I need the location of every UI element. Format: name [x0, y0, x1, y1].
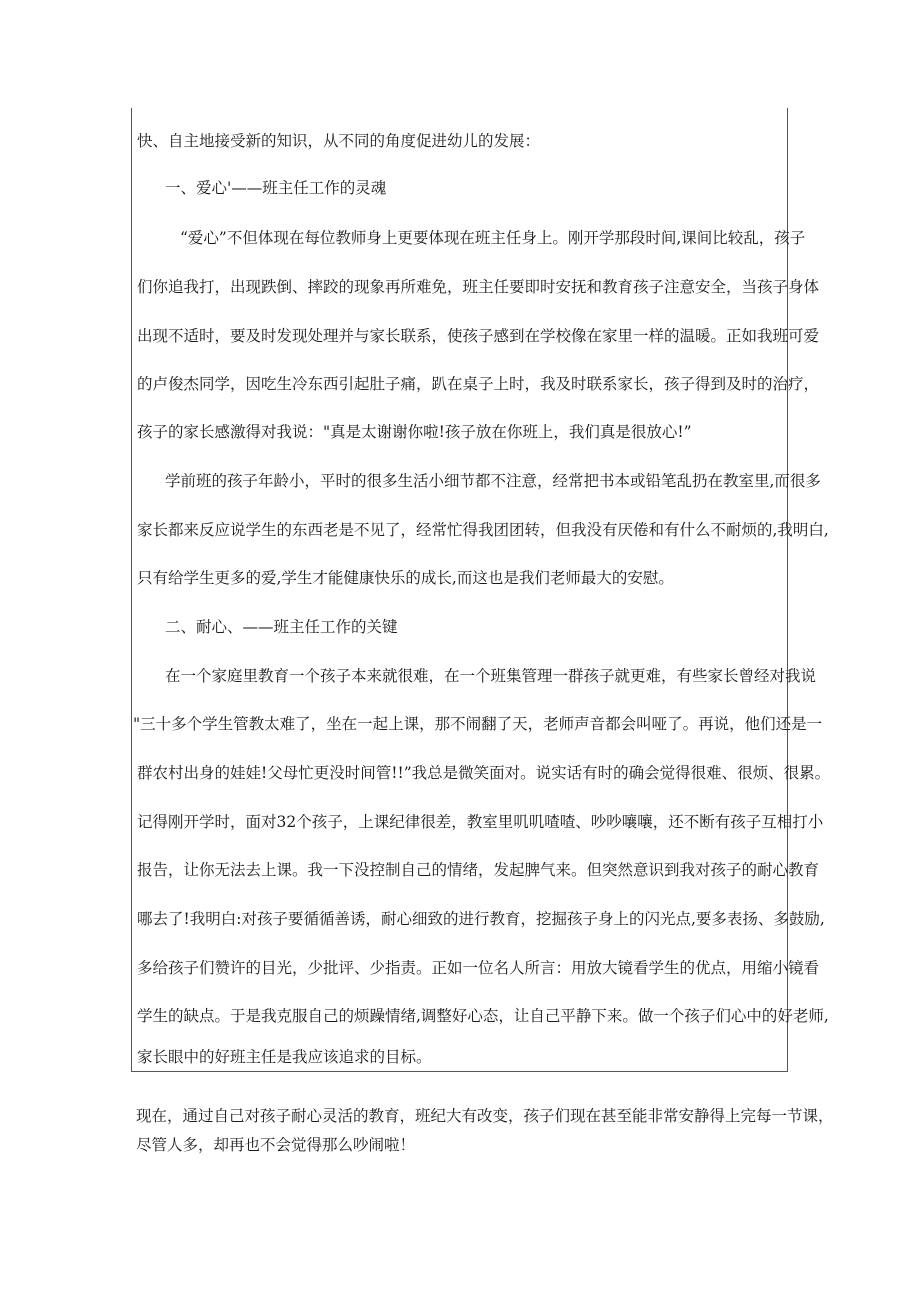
section1-para1-line: 的卢俊杰同学，因吃生冷东西引起肚子痛，趴在桌子上时，我及时联系家长，孩子得到及时的治疗，: [137, 375, 820, 393]
section2-para-line: 报告，让你无法去上课。我一下没控制自己的情绪，发起脾气来。但突然意识到我对孩子的耐心教育: [137, 861, 820, 879]
section2-heading: 二、耐心、——班主任工作的关键: [165, 618, 398, 636]
section1-para2-line: 学前班的孩子年龄小，平时的很多生活小细节都不注意，经常把书本或铅笔乱扔在教室里,而很多: [165, 472, 821, 490]
after-box-line: 现在，通过自己对孩子耐心灵活的教育，班纪大有改变，孩子们现在甚至能非常安静得上完每一节课，: [136, 1107, 834, 1125]
section1-para1-line: “爱心”不但体现在每位教师身上更要体现在班主任身上。刚开学那段时间,课间比较乱，孩子: [180, 229, 806, 247]
section2-para-line: 群农村出身的娃娃!父母忙更没时间管!!”我总是微笑面对。说实话有时的确会觉得很难、很烦、很累。: [137, 764, 831, 782]
intro-line: 快、自主地接受新的知识，从不同的角度促进幼儿的发展：: [137, 132, 541, 150]
section1-para1-line: 出现不适时，要及时发现处理并与家长联系，使孩子感到在学校像在家里一样的温暖。正如我班可爱: [137, 327, 820, 345]
section2-para-line: 多给孩子们赞许的目光，少批评、少指责。正如一位名人所言：用放大镜看学生的优点，用缩小镜看: [137, 959, 820, 977]
section1-heading: 一、爱心'——班主任工作的灵魂: [165, 179, 387, 197]
section1-para2-line: 只有给学生更多的爱,学生才能健康快乐的成长,而这也是我们老师最大的安慰。: [137, 569, 674, 587]
section1-para1-line: 们你追我打，出现跌倒、摔跤的现象再所难免，班主任要即时安抚和教育孩子注意安全，当孩子身体: [137, 278, 820, 296]
after-box-line: 尽管人多，却再也不会觉得那么吵闹啦！: [136, 1136, 416, 1154]
section2-para-line: 哪去了!我明白:对孩子要循循善诱，耐心细致的进行教育，挖掘孩子身上的闪光点,要多表扬、多鼓励,: [137, 910, 825, 928]
section2-para-line: 家长眼中的好班主任是我应该追求的目标。: [137, 1048, 432, 1066]
section1-para1-line: 孩子的家长感激得对我说："真是太谢谢你啦!孩子放在你班上，我们真是很放心!”: [137, 423, 692, 441]
section2-para-line: "三十多个学生管教太难了，坐在一起上课，那不闹翻了天，老师声音都会叫哑了。再说，他们还是一: [133, 715, 823, 733]
section2-para-line: 学生的缺点。于是我克服自己的烦躁情绪,调整好心态，让自己平静下来。做一个孩子们心中的好老师,: [137, 1007, 829, 1025]
section2-para-line: 在一个家庭里教育一个孩子本来就很难，在一个班集管理一群孩子就更难，有些家长曾经对我说: [165, 667, 817, 685]
section1-para2-line: 家长都来反应说学生的东西老是不见了，经常忙得我团团转，但我没有厌倦和有什么不耐烦的,我明白,: [137, 521, 829, 539]
section2-para-line: 记得刚开学时，面对32个孩子，上课纪律很差，教室里叽叽喳喳、吵吵嚷嚷，还不断有孩子互相打小: [137, 813, 824, 831]
